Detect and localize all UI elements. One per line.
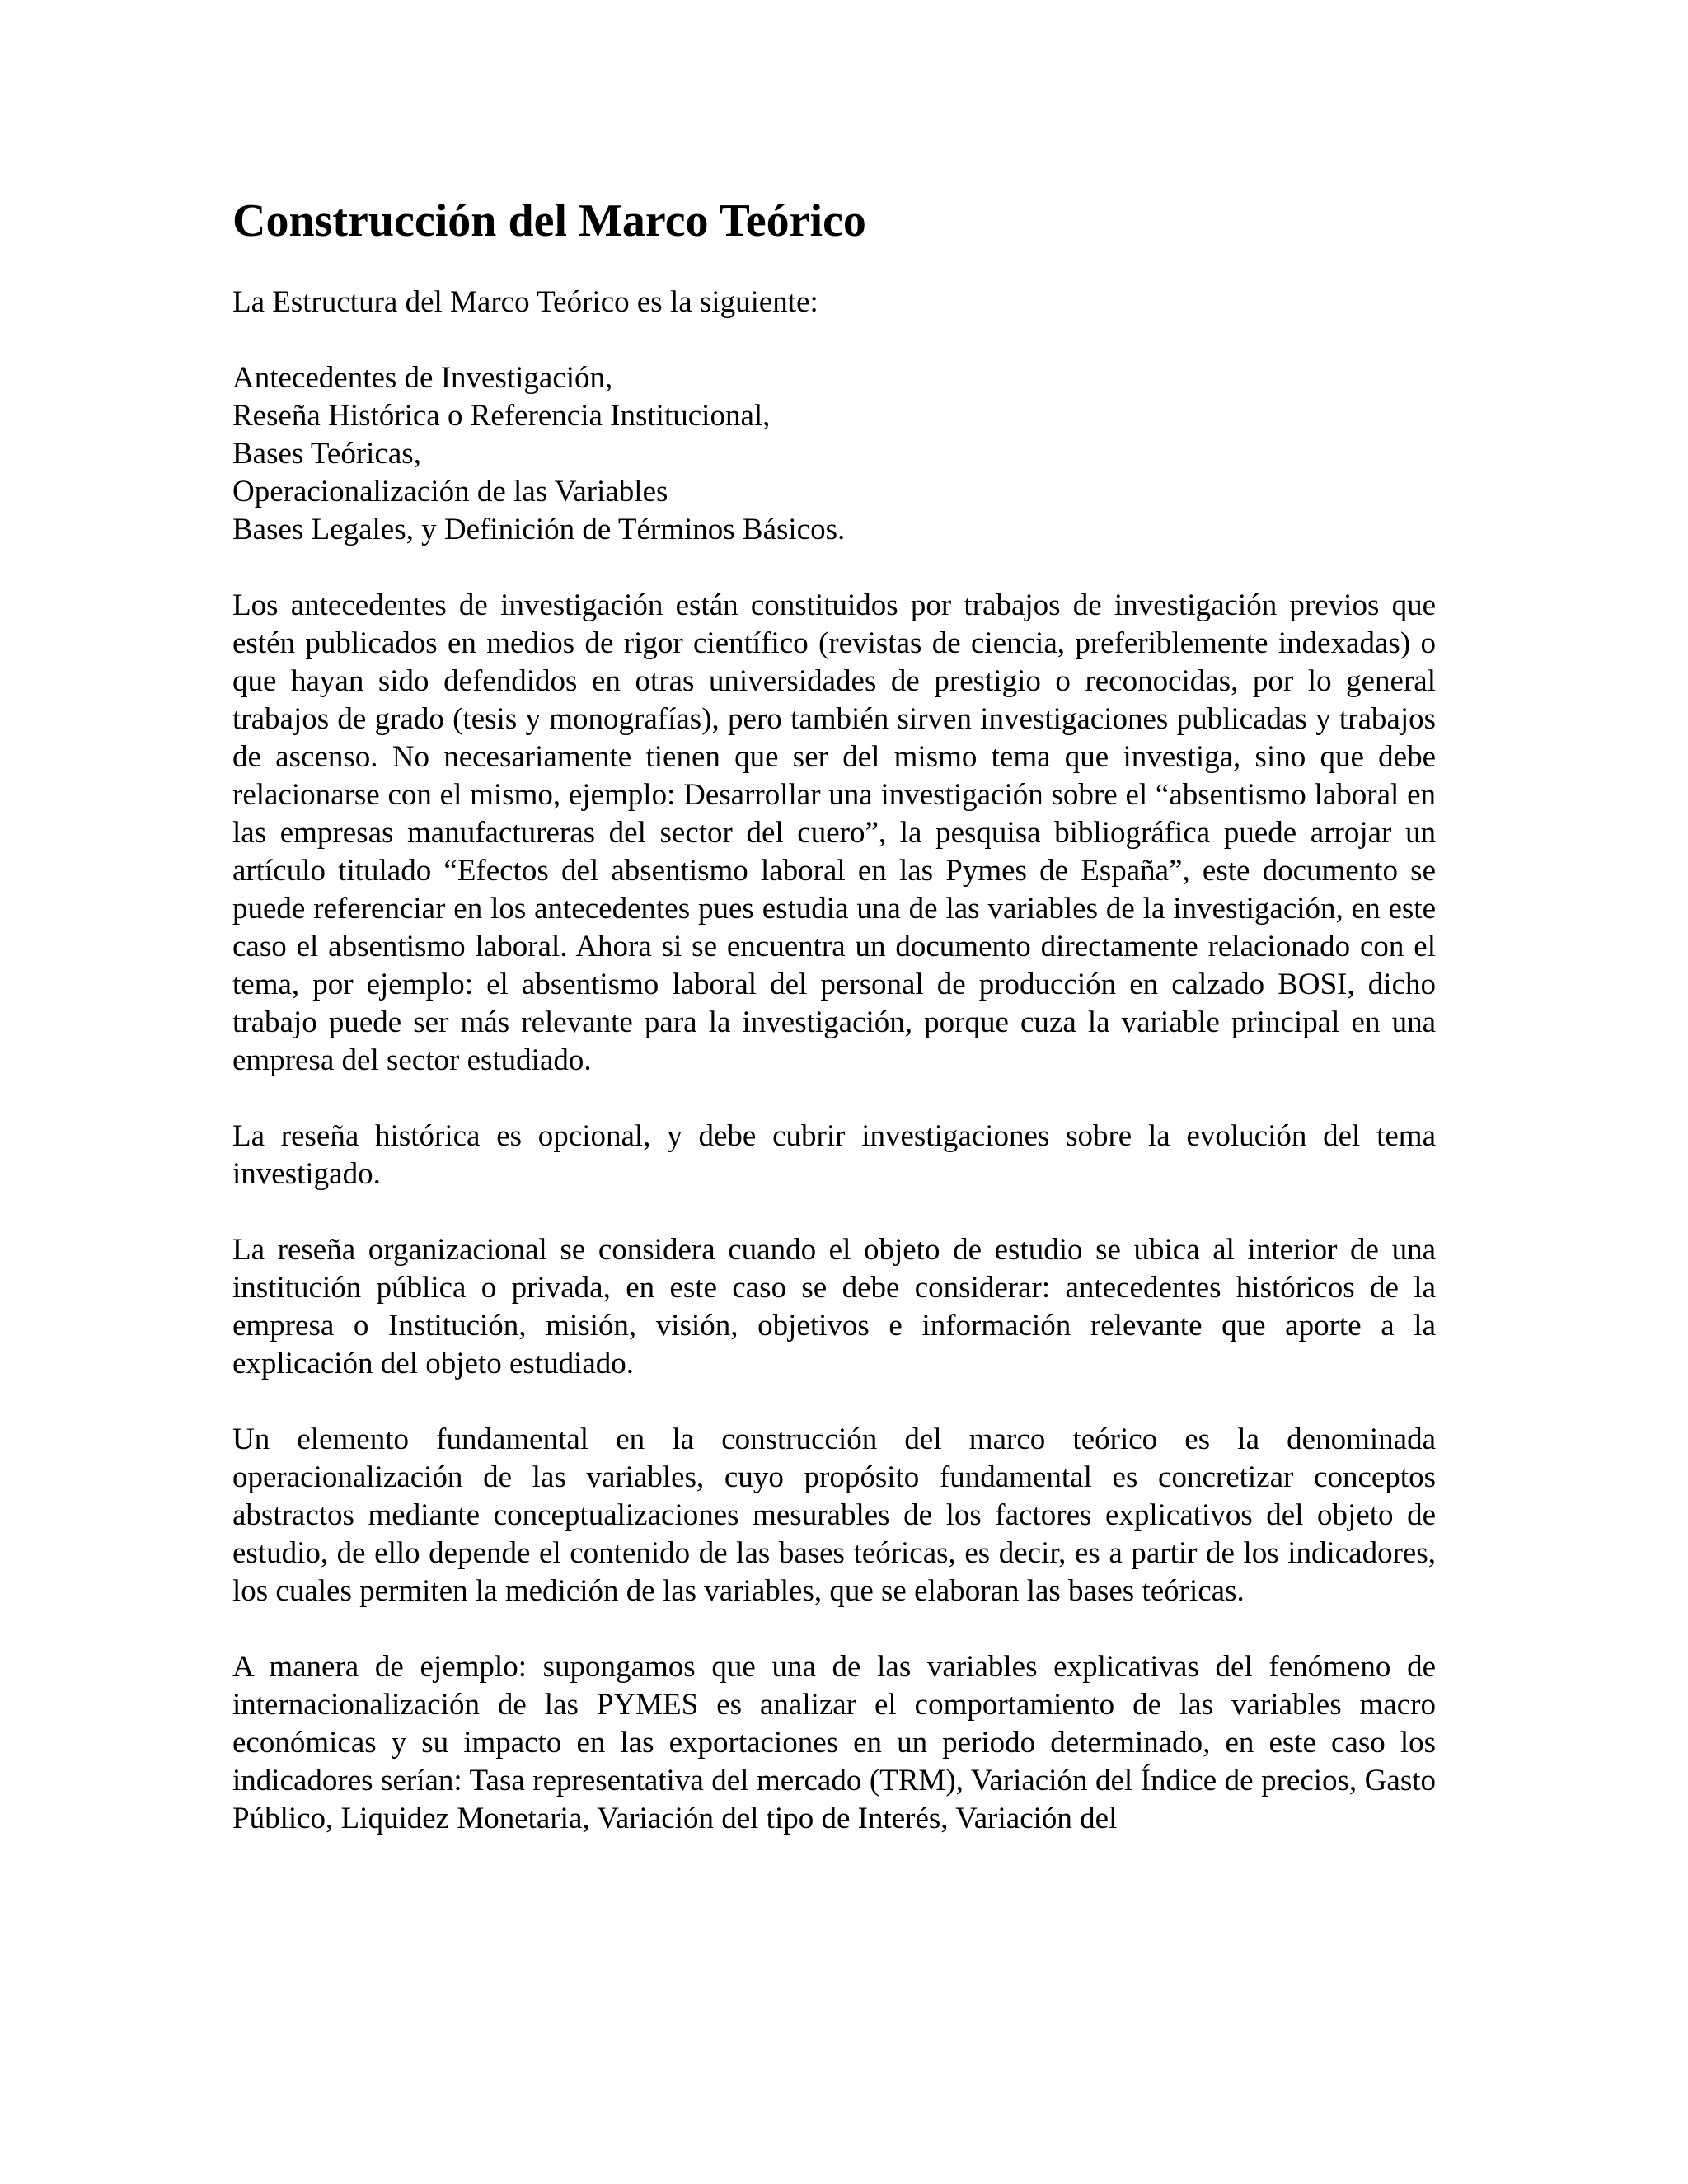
page-title: Construcción del Marco Teórico xyxy=(232,195,866,246)
list-item: Bases Legales, y Definición de Términos Básicos. xyxy=(232,513,846,546)
paragraph-antecedentes: Los antecedentes de investigación están constituidos por trabajos de investigación previos que estén publicados en medios de rigor científico (revistas de ciencia, preferiblemente indexadas) o que hayan sido defendidos en otras universidades de prestigio o reconocidas, por lo general trabajos de grado (tesis y monografías), pero también sirven investigaciones publicadas y trabajos de ascenso. No necesariamente tienen que ser del mismo tema que investiga, sino que debe relacionarse con el mismo, ejemplo: Desarrollar una investigación sobre el “absentismo laboral en las empresas manufactureras del sector del cuero”, la pesquisa bibliográfica puede arrojar un artículo titulado “Efectos del absentismo laboral en las Pymes de España”, este documento se puede referenciar en los antecedentes pues estudia una de las variables de la investigación, en este caso el absentismo laboral. Ahora si se encuentra un documento directamente relacionado con el tema, por ejemplo: el absentismo laboral del personal de producción en calzado BOSI, dicho trabajo puede ser más relevante para la investigación, porque cuza la variable principal en una empresa del sector estudiado. xyxy=(232,588,1436,1077)
list-item: Antecedentes de Investigación, xyxy=(232,361,613,395)
paragraph-resena-organizacional: La reseña organizacional se considera cuando el objeto de estudio se ubica al interior de una institución pública o privada, en este caso se debe considerar: antecedentes históricos de la empresa o Institución, misión, visión, objetivos e información relevante que aporte a la explicación del objeto estudiado. xyxy=(232,1233,1436,1380)
intro-paragraph: La Estructura del Marco Teórico es la siguiente: xyxy=(232,285,818,319)
paragraph-operacionalizacion: Un elemento fundamental en la construcción del marco teórico es la denominada operacionalización de las variables, cuyo propósito fundamental es concretizar conceptos abstractos mediante conceptualizaciones mesurables de los factores explicativos del objeto de estudio, de ello depende el contenido de las bases teóricas, es decir, es a partir de los indicadores, los cuales permiten la medición de las variables, que se elaboran las bases teóricas. xyxy=(232,1422,1436,1608)
list-item: Operacionalización de las Variables xyxy=(232,475,668,509)
document-page xyxy=(232,191,1436,1876)
list-item: Bases Teóricas, xyxy=(232,437,421,471)
paragraph-resena-historica: La reseña histórica es opcional, y debe cubrir investigaciones sobre la evolución del tema investigado. xyxy=(232,1119,1436,1191)
structure-list xyxy=(232,359,1436,549)
paragraph-ejemplo: A manera de ejemplo: supongamos que una de las variables explicativas del fenómeno de internacionalización de las PYMES es analizar el comportamiento de las variables macro económicas y su impacto en las exportaciones en un periodo determinado, en este caso los indicadores serían: Tasa representativa del mercado (TRM), Variación del Índice de precios, Gasto Público, Liquidez Monetaria, Variación del tipo de Interés, Variación del xyxy=(232,1650,1436,1835)
list-item: Reseña Histórica o Referencia Institucional, xyxy=(232,399,771,433)
